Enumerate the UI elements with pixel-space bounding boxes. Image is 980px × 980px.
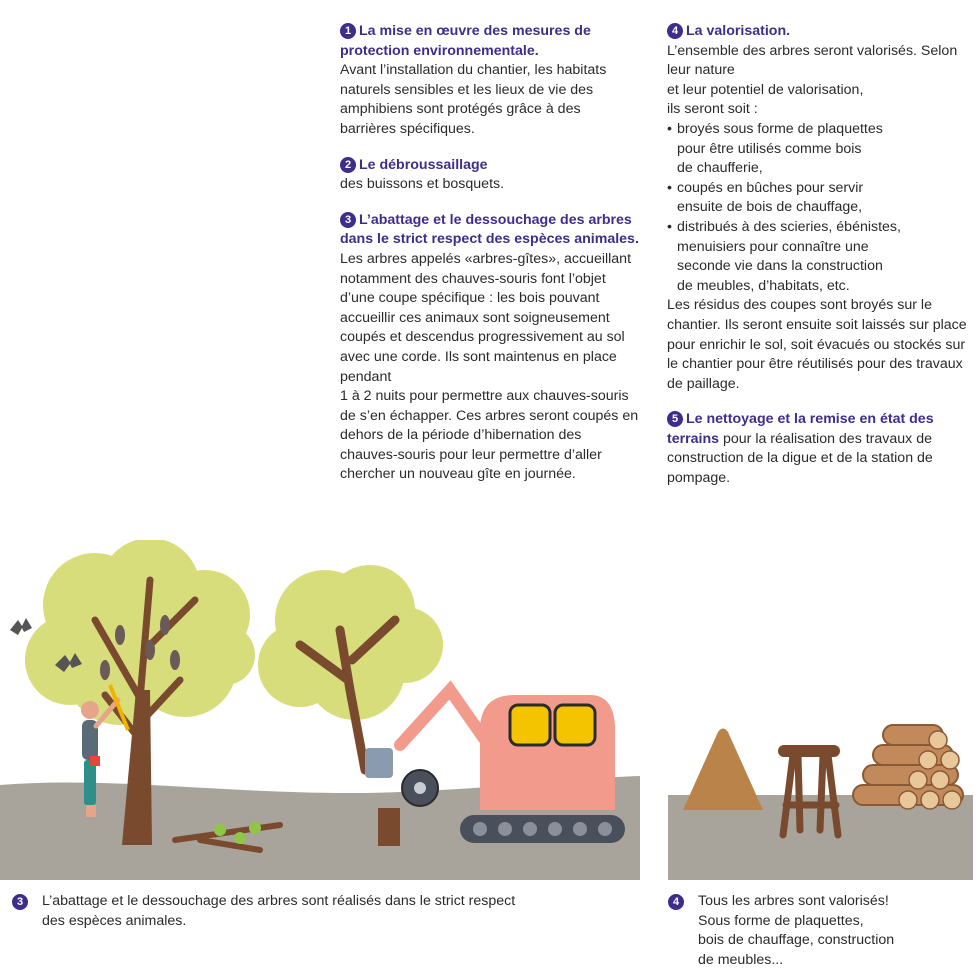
step-3-body: Les arbres appelés «arbres-gîtes», accueillant notamment des chauves-souris font l’objet d’une coupe spécifique : les bois pouvant accueillir ces animaux sont soigneusement coupés et descendus progressivement au sol avec une corde. Ils sont maintenus en place pendant 1 à 2 nuits pour permettre aux chauves-souris de s’en échapper. Ces arbres seront coupés en dehors de la période d’hibernation des chauves-souris pour leur permettre d’aller chercher un nouveau gîte en journée. xyxy=(340,250,639,483)
step-2 xyxy=(340,156,640,195)
step-1-number: 1 xyxy=(340,23,356,39)
step-1-heading xyxy=(340,22,640,61)
caption-4-number: 4 xyxy=(668,894,684,910)
step-4-outro: Les résidus des coupes sont broyés sur le chantier. Ils seront ensuite soit laissés sur place pour enrichir le sol, soit évacués ou stockés sur le chantier pour être réutilisés pour des travaux de paillage. xyxy=(667,297,967,392)
caption-4-text: Tous les arbres sont valorisés! Sous forme de plaquettes, bois de chauffage, construction de meubles... xyxy=(698,893,895,968)
caption-felling xyxy=(12,892,632,931)
step-1-body: Avant l’installation du chantier, les habitats naturels sensibles et les lieux de vie des amphibiens sont protégés grâce à des barrières spécifiques. xyxy=(340,62,607,137)
step-5 xyxy=(667,410,972,488)
step-2-body: des buissons et bosquets. xyxy=(340,176,505,193)
step-4-bullet: • broyés sous forme de plaquettes pour être utilisés comme bois de chaufferie, xyxy=(667,120,972,179)
caption-3-text: L’abattage et le dessouchage des arbres sont réalisés dans le strict respect des espèces animales. xyxy=(42,893,516,929)
stool-seat xyxy=(778,745,840,757)
bat-icon xyxy=(10,618,32,635)
step-4-heading xyxy=(667,22,972,42)
valorisation-scene-illustration xyxy=(668,710,973,880)
step-5-paragraph xyxy=(667,410,972,488)
tree-stump xyxy=(378,808,400,846)
felling-scene-illustration xyxy=(0,540,640,880)
step-1-title: La mise en œuvre des mesures de protection environnementale. xyxy=(340,23,591,59)
step-4-bullet: • distribués à des scieries, ébénistes, menuisiers pour connaître une seconde vie dans la construction de meubles, d’habitats, etc. xyxy=(667,218,972,296)
text-column-left xyxy=(340,22,640,501)
caption-3-number: 3 xyxy=(12,894,28,910)
step-4-title: La valorisation. xyxy=(686,23,791,39)
step-5-body: pour la réalisation des travaux de construction de la digue et de la station de pompage. xyxy=(667,430,933,487)
step-5-number: 5 xyxy=(667,411,683,427)
step-3-number: 3 xyxy=(340,212,356,228)
step-4-number: 4 xyxy=(667,23,683,39)
step-4-intro: L’ensemble des arbres seront valorisés. Selon leur nature et leur potentiel de valorisation, ils seront soit : xyxy=(667,42,958,118)
step-4 xyxy=(667,22,972,394)
step-1 xyxy=(340,22,640,140)
step-3 xyxy=(340,211,640,485)
caption-valorisation xyxy=(668,892,968,970)
text-column-right xyxy=(667,22,972,505)
step-2-heading xyxy=(340,156,640,176)
step-4-bullet-list xyxy=(667,120,972,296)
step-2-number: 2 xyxy=(340,157,356,173)
step-3-heading xyxy=(340,211,640,250)
woodchip-pile xyxy=(683,729,763,811)
step-4-bullet: • coupés en bûches pour servir ensuite de bois de chauffage, xyxy=(667,179,972,218)
step-3-title: L’abattage et le dessouchage des arbres dans le strict respect des espèces animales. xyxy=(340,211,639,248)
step-2-title: Le débroussaillage xyxy=(359,156,488,173)
step-5-title: Le nettoyage et la remise en état des terrains xyxy=(667,411,934,447)
